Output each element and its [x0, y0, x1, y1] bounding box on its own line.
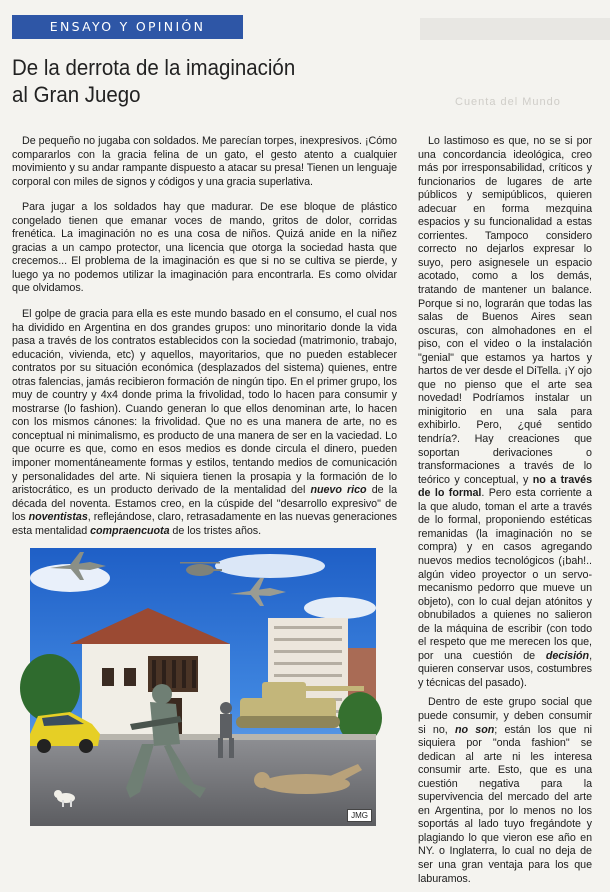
paragraph-text: Lo lastimoso es que, no se si por una concordancia ideológica, creo más por irresponsabilidad, críticos y funcionarios de lugares de arte públicos y semipúblicos, quieren adecuar en forma mezquina espacios y su funcionalidad a estas corrientes. Tampoco considero correcto no dejarlos expresar lo suyo, pero asignesele un espacio acotado, como a los demás, tratando de mantener un balance. Porque si no, lograrán que todas las salas de Buenos Aires sean oscuras, con almohadones en el piso, con el video o la instalación "genial" que estamos ya hartos y hartos de ver desde el DiTella. ¡Y ojo que no pienso que el arte sea novedad! Podríamos instalar un minigitorio en una sala para exhibirlo. Pero, ¿qué sentido tendría?. Hay creaciones que soportan derivaciones o transformaciones a través de lo teórico y conceptual, y	[418, 135, 592, 486]
illustration-credit: JMG	[347, 809, 372, 822]
paragraph-text: de los tristes años.	[169, 524, 262, 537]
left-text-column	[12, 135, 397, 550]
house-window	[102, 668, 114, 686]
paragraph-text: ; están los que ni siquiera por "onda fashion" se dedican al arte ni les interesa consumir arte. Esto, que es una cuestión negativa para la supervivencia del mercado del arte en Argentina, por lo menos no los soportás al lado tuyo fregándote y plagiando lo que vieron ese año en NY. o Inglaterra, lo cual no deja de ser una gran ventaja para los que laburamos.	[418, 723, 592, 885]
bold-text: no a través de lo formal	[418, 473, 593, 500]
paragraph-text: , reflejándose, claro, retrasadamente en las nuevas generaciones esta mentalidad	[12, 511, 397, 537]
body-paragraph	[418, 135, 592, 690]
emphasis-text: decisión	[545, 649, 590, 662]
paragraph-text: El golpe de gracia para ella es este mundo basado en el consumo, el cual nos ha dividido en Argentina en dos grandes grupos: uno minoritario donde la vida pasa a través de los contratos establecidos con la sociedad (matrimonio, trabajo, educación, vivienda, etc) y aquellos, mayoritarios, que no pueden establecer contratos por su situación económica (desplazados del sistema) quienes, entre otras falencias, jamás recibieron formación de ningún tipo. En el primer grupo, los muy de country y 4x4 donde prima la frivolidad, todo lo hacen para consumir y mostrarse (lo fashion). Cuando generan lo que ellos denominan arte, lo hacen con los mismos cánones: la frivolidad. Que no es una manera de arte, no es conceptual ni minimalismo, es producto de una manera de ser en la vaciedad. Lo que ocurre es que, como en esos medios es donde circula el dinero, pueden imponer momentáneamente formas y estilos, tentando medios de comunicación y personalidades del arte. Ni siquiera tienen la prosapia y la formación de lo aristocrático, es un producto derivado de la mentalidad del	[12, 308, 397, 497]
body-paragraph	[12, 308, 397, 538]
ghost-bar	[420, 18, 610, 40]
toy-soldiers-illustration	[30, 548, 376, 826]
title-line-2: al Gran Juego	[12, 82, 141, 107]
title-line-1: De la derrota de la imaginación	[12, 55, 296, 80]
paragraph-text: , quieren conservar usos, costumbres y técnicas del pasado).	[418, 649, 592, 689]
tree	[20, 654, 80, 722]
body-paragraph	[12, 201, 397, 296]
article-title	[12, 54, 365, 108]
cloud	[304, 597, 376, 619]
illustration-svg	[30, 548, 376, 826]
emphasis-text: compraencuota	[90, 524, 170, 537]
emphasis-text: nuevo rico	[310, 484, 367, 497]
section-label: ENSAYO Y OPINIÓN	[12, 15, 243, 39]
body-paragraph	[12, 135, 397, 189]
right-text-column	[418, 135, 592, 892]
house-window	[124, 668, 136, 686]
paragraph-text: Para jugar a los soldados hay que madurar. De ese bloque de plástico congelado tienen que emanar voces de mando, gritos de dolor, corridas frenética. La imaginación no es una cosa de niños. Quizá anide en la niñez gracias a un campo protector, una licencia que otorga la sociedad hasta que crecemos... El problema de la imaginación es que si no se cultiva se pierde, y luego ya no podemos utilizar la imaginación para encontrarla. Es como olvidar que olvidamos.	[12, 201, 397, 295]
emphasis-text: no son	[455, 723, 495, 736]
paragraph-text: De pequeño no jugaba con soldados. Me parecían torpes, inexpresivos. ¡Cómo compararlos con la gracia felina de un gato, el gesto atento a cualquier movimiento y su andar rampante dispuesto a atacar su presa! Tienen un lenguaje corporal con miles de signos y códigos y una gracia superlativa.	[12, 135, 397, 188]
paragraph-text: Dentro de este grupo social que puede consumir, y deben consumir si no,	[418, 696, 592, 736]
body-paragraph	[418, 696, 592, 886]
show-through-ghost	[420, 0, 600, 108]
ghost-header-text: Cuenta del Mundo	[455, 96, 561, 108]
paragraph-text: . Pero esta corriente a la que aludo, toman el arte a través de lo formal, proponiendo estéticas remanidas (la imaginación no se compra) y en casos agregando nuevos medios tecnológicos (¡bah!.. algún video proyector o un servo-mecanismo pedorro que mueve un objeto), con lo cual dejan atónitos y obnubilados a quienes no salieron de la máquina de escribir (con todo el respeto que me merecen los que, por una cuestión de	[418, 487, 592, 662]
paragraph-text: de la década del noventa. Estamos creo, en la cúspide del "desarrollo expresivo" de los	[12, 484, 398, 524]
cloud	[215, 554, 325, 578]
emphasis-text: noventistas	[28, 511, 88, 524]
